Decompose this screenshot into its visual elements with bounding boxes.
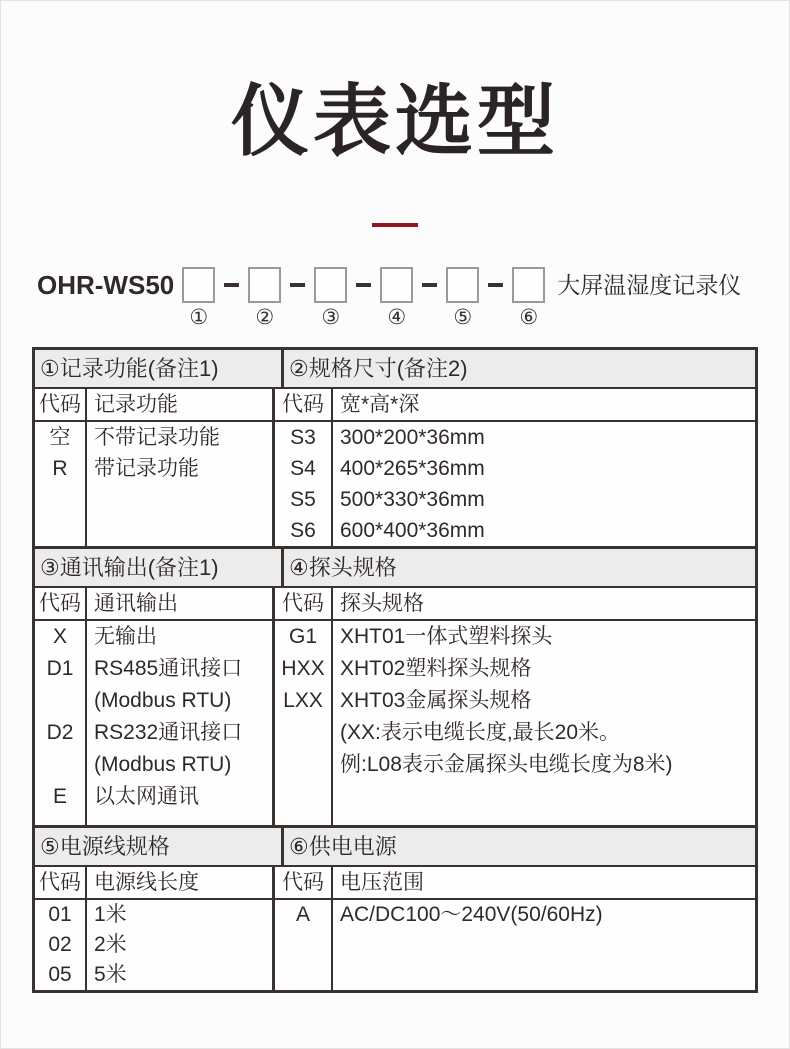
code-cell: LXX [283,689,323,712]
code-cell: S6 [290,519,316,542]
code-cell: 01 [48,903,72,926]
value-column-header: 宽*高*深 [340,393,420,416]
dash-separator [422,283,437,287]
code-column-header: 代码 [35,588,87,619]
code-cell: HXX [281,657,325,680]
table-body [35,900,755,990]
code-cell: A [295,903,310,926]
code-cell [275,717,331,749]
value-cell: 500*330*36mm [340,488,485,511]
model-code-builder [37,267,789,331]
value-cell-column [333,900,755,990]
section6-title: ⑥供电电源 [281,828,755,865]
code-column-header: 代码 [275,389,333,420]
code-cell-column [275,900,333,990]
value-cell [340,960,755,990]
value-cell-column [333,621,755,825]
value-cell-column [333,422,755,546]
model-option-box-2 [248,267,281,303]
section1-title: ①记录功能(备注1) [40,356,219,381]
value-cell: 400*265*36mm [340,457,485,480]
model-option-box-5 [446,267,479,303]
value-column-header: 电源线长度 [94,871,199,894]
column-header-row [35,389,755,422]
column-header-row [35,867,755,900]
code-cell [35,484,85,515]
value-cell [340,930,755,960]
value-cell: 带记录功能 [94,457,199,480]
code-cell [275,781,331,813]
section-record-size [35,350,755,546]
model-description: 大屏温湿度记录仪 [557,272,742,298]
section5-title: ⑤电源线规格 [40,834,170,859]
value-cell: 5米 [94,963,127,986]
code-cell: S4 [290,457,316,480]
value-cell: AC/DC100～240V(50/60Hz) [340,903,603,926]
code-column-header: 代码 [275,588,333,619]
code-cell: D2 [46,721,74,744]
value-cell: XHT02塑料探头规格 [340,657,532,680]
model-option-box-6 [512,267,545,303]
code-cell [275,960,331,990]
dash-separator [356,283,371,287]
value-cell: RS485通讯接口 [94,657,243,680]
value-cell: (Modbus RTU) [94,753,232,776]
code-cell-column [275,422,333,546]
code-cell-column [275,621,333,825]
slot-number-1: ① [189,306,209,329]
model-option-box-1 [182,267,215,303]
value-cell: 300*200*36mm [340,426,485,449]
table-body [35,621,755,825]
code-cell: D1 [46,657,74,680]
section-header-row [35,350,755,389]
value-cell: (XX:表示电缆长度,最长20米。 [340,721,621,744]
code-cell: 05 [48,963,72,986]
slot-number-6: ⑥ [519,306,539,329]
value-cell: 例:L08表示金属探头电缆长度为8米) [340,753,673,776]
value-cell-column [87,900,272,990]
table-body [35,422,755,546]
model-slot-1 [182,267,215,331]
model-slot-5 [446,267,479,331]
value-cell: 不带记录功能 [94,426,220,449]
code-cell: E [52,785,67,808]
value-cell: 600*400*36mm [340,519,485,542]
model-prefix: OHR-WS50 [37,270,175,300]
code-cell [35,515,85,546]
selection-table [32,347,758,993]
code-cell [275,749,331,781]
dash-separator [290,283,305,287]
slot-number-5: ⑤ [453,306,473,329]
code-cell [275,930,331,960]
code-cell: X [52,625,67,648]
section-header-row [35,828,755,867]
model-slot-2 [248,267,281,331]
dash-separator [488,283,503,287]
code-cell-column [35,422,87,546]
section4-title: ④探头规格 [281,549,755,586]
code-cell-column [35,621,87,825]
value-cell [94,515,272,546]
code-cell: S3 [290,426,316,449]
value-cell: (Modbus RTU) [94,689,232,712]
model-option-box-4 [380,267,413,303]
code-cell-column [35,900,87,990]
value-cell: XHT01一体式塑料探头 [340,625,553,648]
value-cell [94,484,272,515]
title-accent-dash [372,223,418,227]
code-cell: R [52,457,68,480]
value-column-header: 记录功能 [94,393,178,416]
value-cell: 1米 [94,903,127,926]
value-cell: XHT03金属探头规格 [340,689,532,712]
value-column-header: 通讯输出 [94,592,178,615]
section-powercord-supply [35,825,755,990]
section2-title: ②规格尺寸(备注2) [281,350,755,387]
section-comm-probe [35,546,755,825]
slot-number-2: ② [255,306,275,329]
dash-separator [224,283,239,287]
slot-number-4: ④ [387,306,407,329]
code-cell: 02 [48,933,72,956]
column-header-row [35,588,755,621]
value-cell [340,781,755,813]
value-cell: 无输出 [94,625,157,648]
code-cell: 空 [49,426,71,449]
value-cell: RS232通讯接口 [94,721,243,744]
code-cell [35,685,85,717]
value-column-header: 电压范围 [340,871,424,894]
value-column-header: 探头规格 [340,592,424,615]
model-slot-6 [512,267,545,331]
code-column-header: 代码 [35,389,87,420]
code-cell [35,749,85,781]
code-cell: S5 [290,488,316,511]
code-column-header: 代码 [35,867,87,898]
section3-title: ③通讯输出(备注1) [40,555,219,580]
page-title: 仪表选型 [230,77,559,165]
model-option-box-3 [314,267,347,303]
code-cell: G1 [288,625,317,648]
model-slot-4 [380,267,413,331]
value-cell-column [87,621,272,825]
section-header-row [35,549,755,588]
code-column-header: 代码 [275,867,333,898]
value-cell-column [87,422,272,546]
slot-number-3: ③ [321,306,341,329]
model-slot-3 [314,267,347,331]
value-cell: 以太网通讯 [94,785,199,808]
value-cell: 2米 [94,933,127,956]
